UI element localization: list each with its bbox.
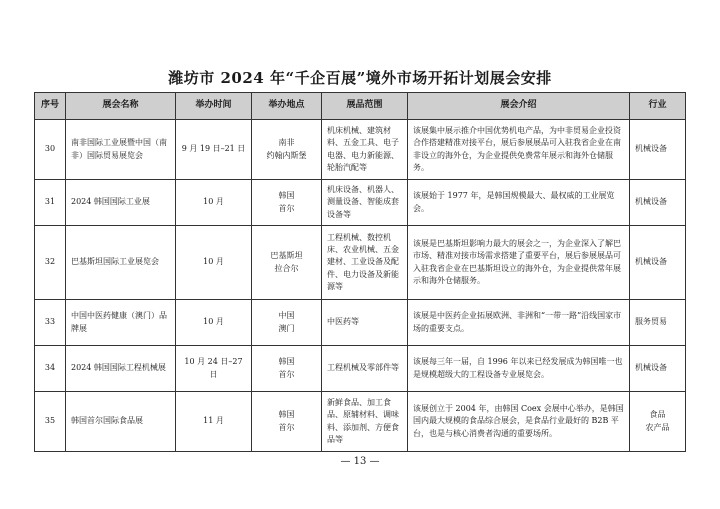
cell-scope: 工程机械及零部件等 (322, 346, 408, 392)
table-row (35, 226, 686, 300)
cell-place (252, 300, 322, 346)
cell-intro: 该展每三年一届，自 1996 年以来已经发展成为韩国唯一也是规模超级大的工程设备专业展览会。 (408, 346, 630, 392)
header-intro: 展会介绍 (408, 93, 630, 120)
cell-scope: 新鲜食品、加工食品、原辅材料、调味料、添加剂、方便食品等 (322, 392, 408, 452)
place-country: 韩国 (278, 191, 295, 201)
cell-intro: 该展始于 1977 年，是韩国规模最大、最权威的工业展览会。 (408, 180, 630, 226)
cell-industry: 机械设备 (630, 346, 686, 392)
table-row (35, 300, 686, 346)
cell-time: 10 月 (176, 180, 252, 226)
place-city: 首尔 (278, 203, 295, 213)
page-title: 潍坊市 2024 年“千企百展”境外市场开拓计划展会安排 (168, 69, 552, 87)
header-scope: 展品范围 (322, 93, 408, 120)
cell-no: 33 (35, 300, 66, 346)
place-country: 中国 (278, 311, 295, 321)
header-time: 举办时间 (176, 93, 252, 120)
exhibition-table (34, 92, 686, 452)
cell-place (252, 226, 322, 300)
cell-scope: 中医药等 (322, 300, 408, 346)
cell-name: 南非国际工业展暨中国（南非）国际贸易展览会 (66, 120, 176, 180)
cell-no: 31 (35, 180, 66, 226)
cell-industry: 服务贸易 (630, 300, 686, 346)
cell-time: 10 月 24 日–27 日 (176, 346, 252, 392)
cell-time: 9 月 19 日–21 日 (176, 120, 252, 180)
cell-time: 10 月 (176, 226, 252, 300)
cell-time: 10 月 (176, 300, 252, 346)
cell-name: 中国中医药健康（澳门）品牌展 (66, 300, 176, 346)
cell-name: 2024 韩国国际工业展 (66, 180, 176, 226)
place-city: 拉合尔 (274, 263, 299, 273)
header-place: 举办地点 (252, 93, 322, 120)
cell-industry: 机械设备 (630, 226, 686, 300)
table-row (35, 120, 686, 180)
page-number: — 13 — (340, 456, 380, 467)
cell-place (252, 180, 322, 226)
cell-intro: 该展集中展示推介中国优势机电产品，为中非贸易企业投资合作搭建精准对接平台，展后参展展品可入驻我省企业在南非设立的海外仓，为企业提供免费常年展示和海外仓储服务。 (408, 120, 630, 180)
place-city: 首尔 (278, 422, 295, 432)
industry-line: 食品 (649, 410, 666, 420)
place-city: 澳门 (278, 323, 295, 333)
place-country: 巴基斯坦 (270, 251, 303, 261)
cell-intro: 该展是中医药企业拓展欧洲、非洲和“一带一路”沿线国家市场的重要支点。 (408, 300, 630, 346)
cell-no: 32 (35, 226, 66, 300)
cell-place (252, 120, 322, 180)
cell-no: 35 (35, 392, 66, 452)
place-country: 韩国 (278, 357, 295, 367)
cell-industry (630, 392, 686, 452)
place-city: 首尔 (278, 369, 295, 379)
cell-industry: 机械设备 (630, 120, 686, 180)
table-row (35, 392, 686, 452)
table-row (35, 346, 686, 392)
cell-place (252, 392, 322, 452)
place-country: 南非 (278, 138, 295, 148)
header-industry: 行业 (630, 93, 686, 120)
place-city: 约翰内斯堡 (266, 150, 307, 160)
cell-scope: 机床机械、建筑材料、五金工具、电子电器、电力新能源、轮胎汽配等 (322, 120, 408, 180)
cell-name: 2024 韩国国际工程机械展 (66, 346, 176, 392)
cell-intro: 该展是巴基斯坦影响力最大的展会之一，为企业深入了解巴市场、精准对接市场需求搭建了重要平台，展后参展展品可入驻我省企业在巴基斯坦设立的海外仓，为企业提供常年展示和海外仓储服务。 (408, 226, 630, 300)
industry-line: 农产品 (645, 422, 670, 432)
cell-place (252, 346, 322, 392)
table-row (35, 180, 686, 226)
header-name: 展会名称 (66, 93, 176, 120)
cell-scope: 工程机械、数控机床、农业机械、五金建材、工业设备及配件、电力设备及新能源等 (322, 226, 408, 300)
cell-no: 34 (35, 346, 66, 392)
cell-name: 韩国首尔国际食品展 (66, 392, 176, 452)
cell-name: 巴基斯坦国际工业展览会 (66, 226, 176, 300)
cell-time: 11 月 (176, 392, 252, 452)
table-header-row (35, 93, 686, 120)
place-country: 韩国 (278, 410, 295, 420)
cell-industry: 机械设备 (630, 180, 686, 226)
cell-intro: 该展创立于 2004 年，由韩国 Coex 会展中心举办，是韩国国内最大规模的食品综合展会，是食品行业最好的 B2B 平台，也是与核心消费者沟通的重要场所。 (408, 392, 630, 452)
cell-no: 30 (35, 120, 66, 180)
cell-scope: 机床设备、机器人、测量设备、智能成套设备等 (322, 180, 408, 226)
header-no: 序号 (35, 93, 66, 120)
